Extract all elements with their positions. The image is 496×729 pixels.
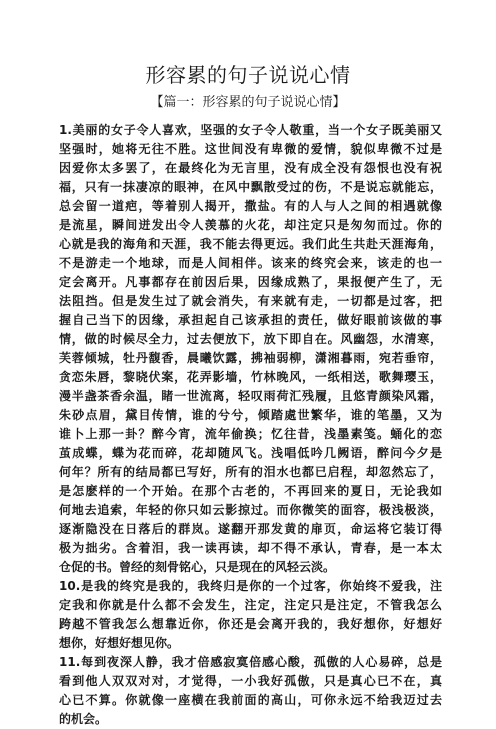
body-line: 法阻挡。但是发生过了就会消失，有来就有走，一切都是过客，把 — [59, 294, 442, 308]
body-line: 何地去追索，年轻的你只如云影掠过。而你微笑的面容，极浅极淡， — [59, 503, 442, 517]
body-line: 跨越不管我怎么想靠近你，你还是会离开我的，我好想你，好想好 — [59, 617, 442, 631]
body-line: 极为拙劣。含着泪，我一读再读，却不得不承认，青春，是一本太 — [59, 541, 442, 555]
body-line: 福，只有一抹凄凉的眼神，在风中飘散受过的伤，不是说忘就能忘， — [59, 180, 442, 194]
body-line: 情，做的时候尽全力，过去便放下，放下即自在。风幽怨，水清寒， — [59, 332, 442, 346]
body-line: 谁卜上那一卦？醉今宵，流年偷换；忆往昔，浅墨素笺。蛹化的恋 — [59, 427, 442, 441]
body-line: 的机会。 — [59, 712, 108, 726]
body-line: 总会留一道疤，等着别人揭开，撒盐。有的人与人之间的相遇就像 — [59, 199, 442, 213]
section-heading: 【篇一：形容累的句子说说心情】 — [150, 95, 346, 110]
page-title: 形容累的句子说说心情 — [145, 63, 351, 87]
body-line: 因爱你太多罢了，在最终化为无言里，没有成全没有怨恨也没有祝 — [59, 161, 442, 175]
body-line: 心就是我的海角和天涯，我不能去得更远。我们此生共赴天涯海角， — [59, 237, 442, 251]
body-line: 朱砂点眉，黛目传情，谁的兮兮，倾踏處世繁华，谁的笔墨，又为 — [59, 408, 442, 422]
body-text — [59, 121, 442, 729]
body-line: 看到他人双双对对，才觉得，一小我好孤傲，只是真心已不在，真 — [59, 674, 442, 688]
body-line: 是怎麽样的一个开始。在那个古老的，不再回来的夏日，无论我如 — [59, 484, 442, 498]
body-line: 10.是我的终究是我的，我终归是你的一个过客，你始终不爱我，注 — [59, 579, 442, 593]
body-line: 想你，好想好想见你。 — [59, 636, 180, 650]
body-line: 是流星，瞬间迸发出令人羡慕的火花，却注定只是匆匆而过。你的 — [59, 218, 442, 232]
body-line: 不是游走一个地球，而是人间相伴。该来的终究会来，该走的也一 — [59, 256, 442, 270]
body-line: 茧成蝶，蝶为花而碎，花却随风飞。浅唱低吟几阙语，醉问今夕是 — [59, 446, 442, 460]
body-line: 何年？所有的结局都已写好，所有的泪水也都已启程，却忽然忘了， — [59, 465, 442, 479]
body-line: 贪恋朱唇，黎晓伏案，花弄影墙，竹林晚风，一纸相送，歌舞璎玉， — [59, 370, 442, 384]
body-line: 握自己当下的因缘，承担起自己该承担的责任，做好眼前该做的事 — [59, 313, 442, 327]
body-line: 定我和你就是什么都不会发生，注定，注定只是注定，不管我怎么 — [59, 598, 442, 612]
body-line: 定会离开。凡事都存在前因后果，因缘成熟了，果报便产生了，无 — [59, 275, 442, 289]
body-line: 芙蓉倾城，牡丹馥香，晨曦饮露，拂袖弱柳，潇湘暮雨，宛若垂帘， — [59, 351, 442, 365]
body-line: 坚强时，她将无往不胜。这世间没有卑微的爱情，貌似卑微不过是 — [59, 142, 442, 156]
body-line: 11.每到夜深人静，我才倍感寂寞倍感心酸，孤傲的人心易碎，总是 — [59, 655, 442, 669]
body-line: 仓促的书。曾经的刻骨铭心，只是现在的风轻云淡。 — [59, 560, 336, 574]
body-line: 心已不算。你就像一座横在我前面的高山，可你永远不给我迈过去 — [59, 693, 442, 707]
body-line: 逐渐隐没在日落后的群岚。遂翻开那发黄的扉页，命运将它装订得 — [59, 522, 442, 536]
body-line: 漫半盏茶香余温，睹一世流离，轻叹雨荷汇残履，且悠青颜染风霜， — [59, 389, 442, 403]
body-line: 1.美丽的女子令人喜欢，坚强的女子令人敬重，当一个女子既美丽又 — [59, 123, 442, 137]
